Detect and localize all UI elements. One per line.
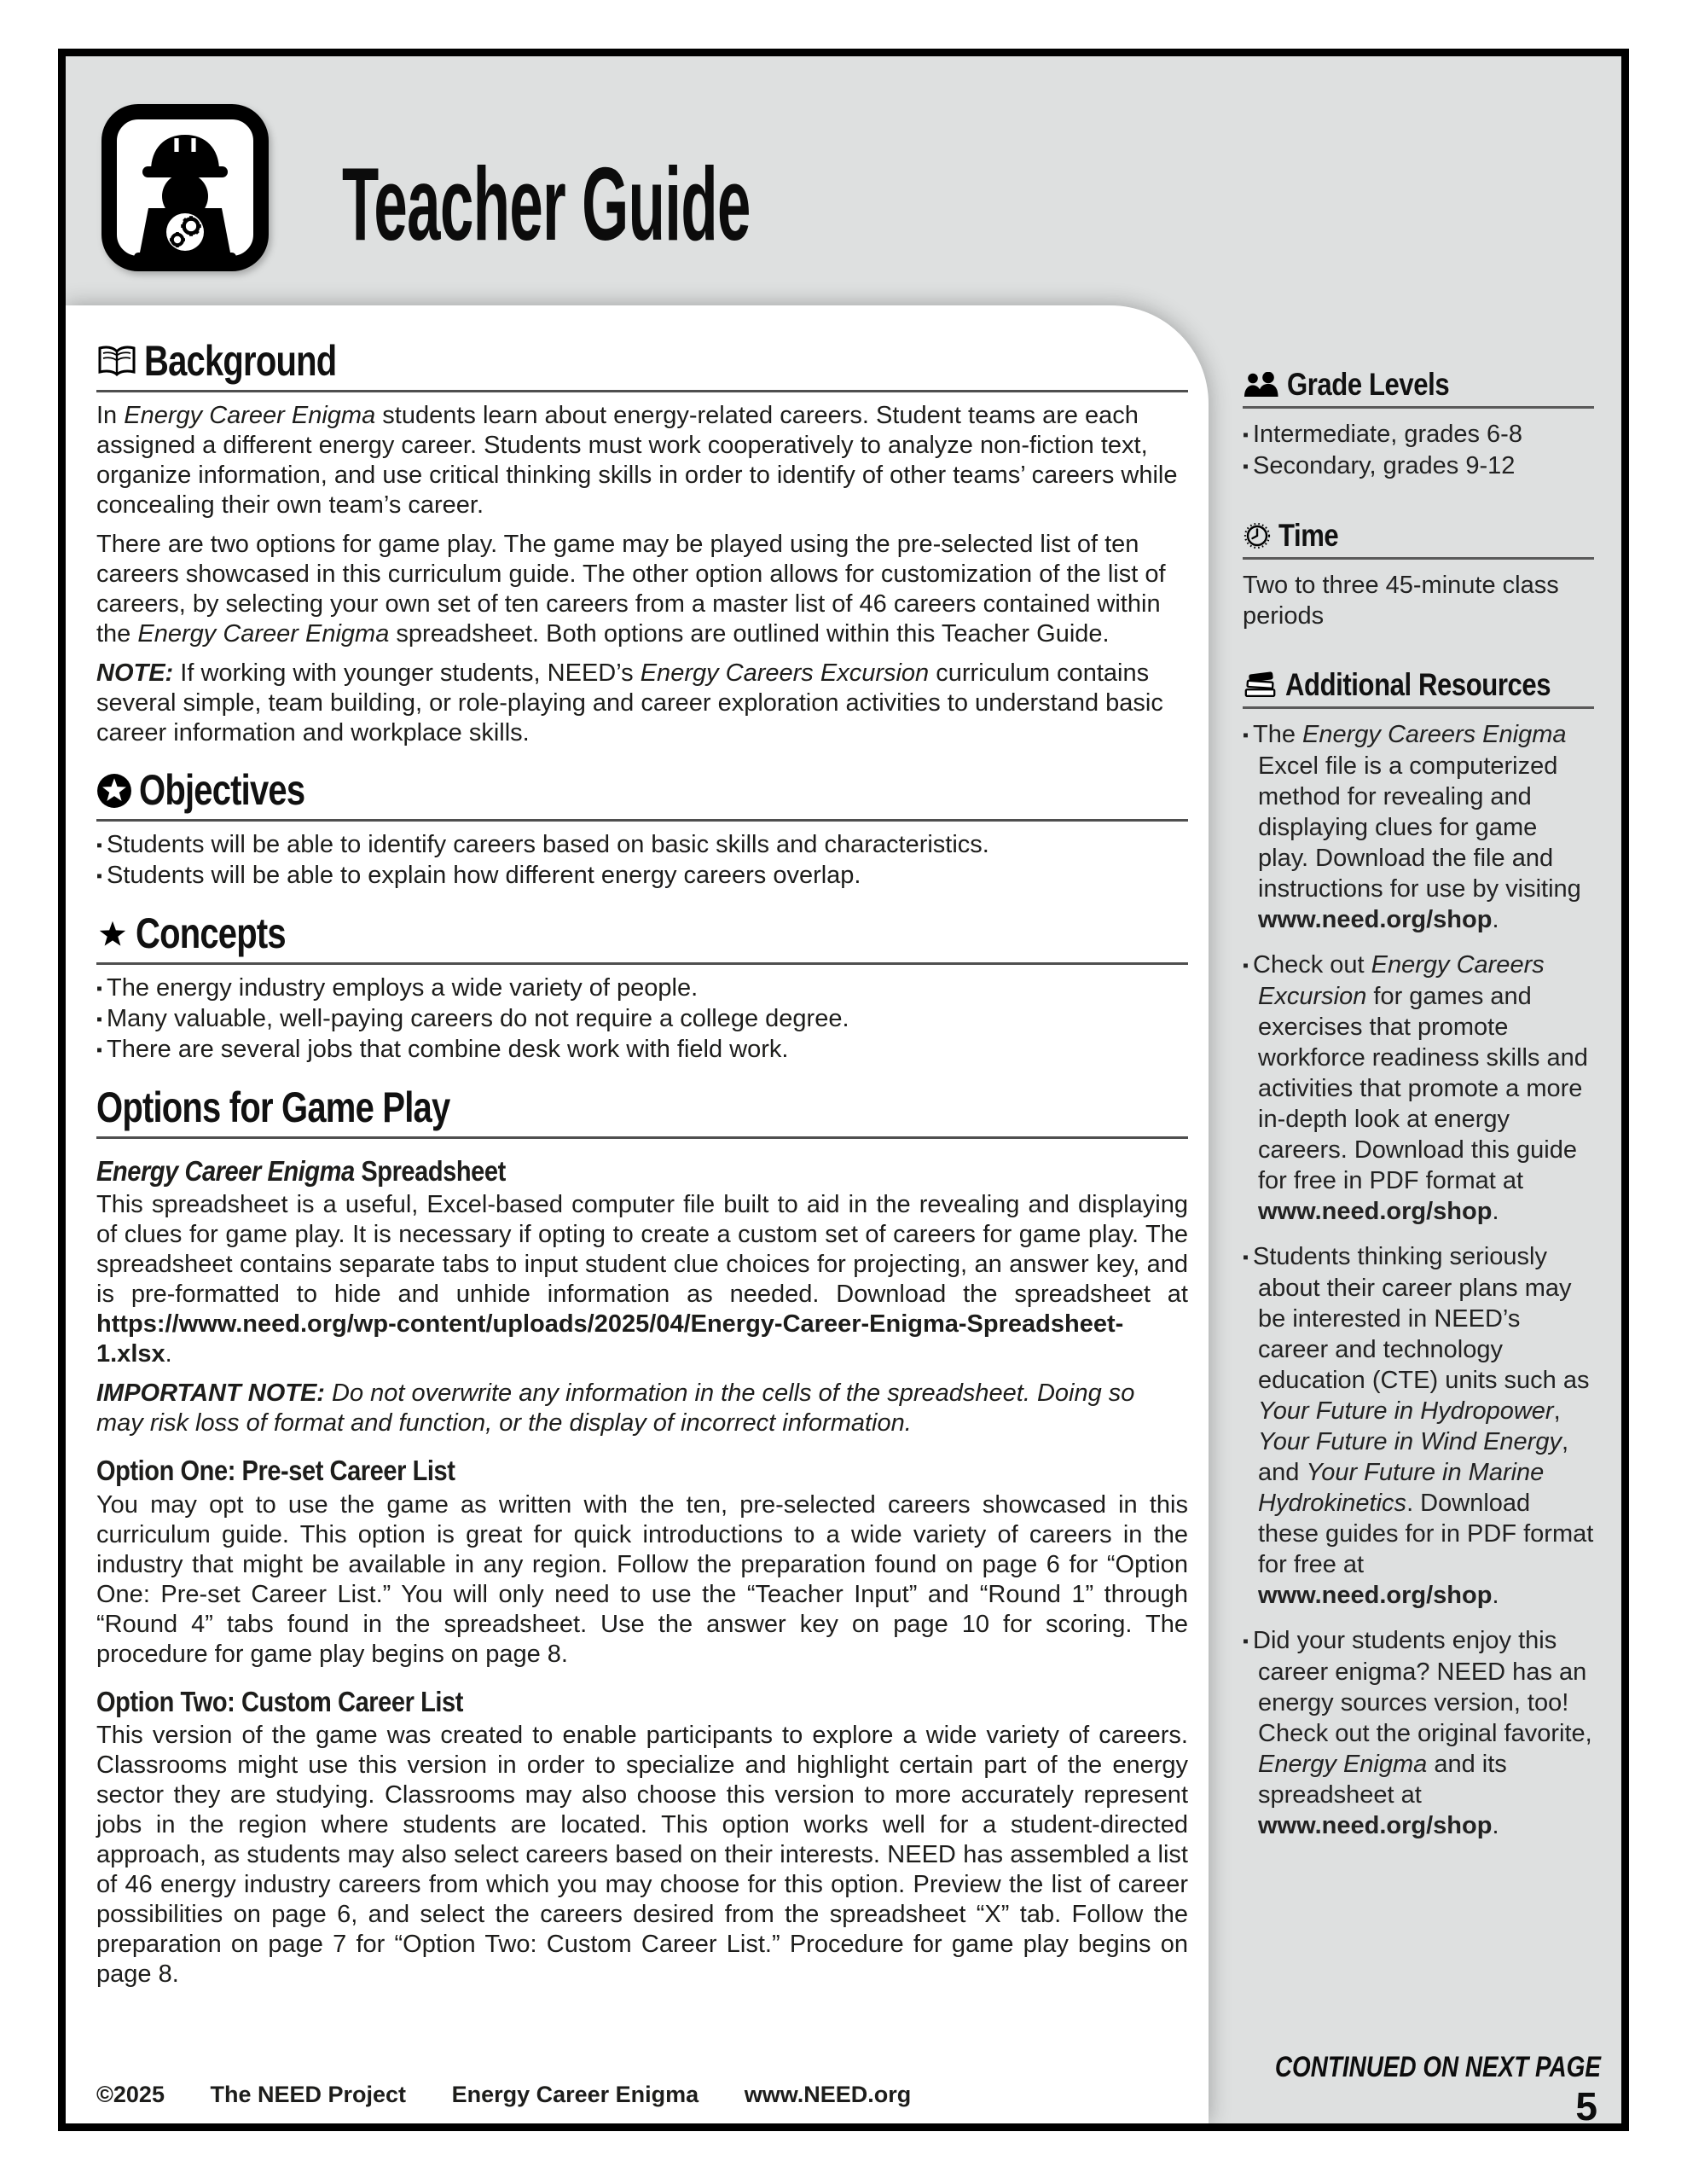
sidebar-grade-levels	[1243, 369, 1594, 482]
resource-item	[1243, 950, 1594, 1227]
option-one-subheading: Option One: Pre-set Career List	[96, 1455, 455, 1487]
text-segment: There are two options for game play. The game may be played using the pre-selected list of ten careers showcased in this curriculum guide. The other option allows for customization of the list of careers, by selecting your own set of ten careers from a master list of 46 careers contained within the	[96, 531, 1166, 648]
text-segment: Check out	[1253, 951, 1371, 979]
open-book-icon	[96, 345, 137, 379]
worker-at-laptop-icon	[100, 102, 270, 273]
background-heading: Background	[144, 337, 337, 385]
footer	[96, 2080, 911, 2110]
sidebar	[1209, 56, 1621, 2129]
time-heading: Time	[1278, 518, 1339, 553]
link[interactable]: www.need.org/shop	[1258, 1812, 1493, 1839]
text-segment: Your Future in Marine Hydrokinetics	[1258, 1459, 1545, 1517]
star-icon	[96, 918, 129, 950]
text-segment: This version of the game was created to enable participants to explore a wide variety of careers. Classrooms might use this version in order to specialize and highlight certain part of the energy sector they are studying. Classrooms may also choose this version to more accurately represent jobs in the region where students are located. This option works well for a student-directed approach, as students may also select careers based on their interests. NEED has assembled a list of 46 energy industry careers from which you may choose for this option. Preview the list of career possibilities on page 6, and select the careers desired from the spreadsheet “X” tab. Follow the preparation on page 7 for “Option Two: Custom Career List.” Procedure for game play begins on page 8.	[96, 1721, 1188, 1988]
footer-org: The NEED Project	[210, 2082, 407, 2107]
footer-copyright: ©2025	[96, 2082, 165, 2107]
objective-item: ▪ Students will be able to explain how different energy careers overlap.	[96, 861, 1188, 892]
time-text: Two to three 45-minute class periods	[1243, 572, 1559, 630]
time-heading-row	[1243, 520, 1594, 560]
text-segment: .	[1492, 1198, 1499, 1225]
background-heading-row	[96, 337, 1188, 392]
book-stack-icon	[1243, 671, 1278, 699]
background-para-1	[96, 401, 1188, 520]
text-segment: Spreadsheet	[354, 1155, 506, 1187]
section-concepts	[96, 909, 1188, 1066]
content-card	[66, 305, 1209, 2123]
text-segment: If working with younger students, NEED’s	[173, 659, 641, 687]
sidebar-additional-resources	[1243, 669, 1594, 1841]
text-segment: students learn about energy-related careers. Student teams are each assigned a different energy career. Students must work cooperatively to analyze non-fiction text, organize information, and use critical thinking skills in order to identify of other teams’ careers while concealing their own team’s career.	[96, 402, 1178, 519]
text-segment: Students thinking seriously about their career plans may be interested in NEED’s career and technology education (CTE) units such as	[1253, 1243, 1590, 1394]
text-segment: Energy Career Enigma	[124, 402, 376, 429]
objective-item: ▪ Students will be able to identify careers based on basic skills and characteristics.	[96, 830, 1188, 861]
grade-levels-heading: Grade Levels	[1287, 367, 1450, 402]
section-objectives	[96, 766, 1188, 892]
background-note	[96, 659, 1188, 748]
text-segment: IMPORTANT NOTE:	[96, 1380, 325, 1408]
concept-item: ▪ Many valuable, well-paying careers do not require a college degree.	[96, 1004, 1188, 1035]
text-segment: .	[1492, 906, 1499, 933]
resource-item	[1243, 1241, 1594, 1611]
page-frame	[58, 49, 1629, 2131]
options-heading-row	[96, 1083, 1188, 1139]
grade-level-item: ▪ Intermediate, grades 6-8	[1243, 419, 1594, 450]
text-segment: Energy Enigma	[1258, 1751, 1428, 1778]
option-two-subheading: Option Two: Custom Career List	[96, 1685, 463, 1717]
text-segment: , and	[1258, 1428, 1569, 1486]
link[interactable]: www.need.org/shop	[1258, 906, 1493, 933]
text-segment: Did your students enjoy this career enigma? NEED has an energy sources version, too! Check out the original favorite,	[1253, 1627, 1592, 1747]
text-segment: This spreadsheet is a useful, Excel-based computer file built to aid in the revealing and displaying of clues for game play. It is necessary if opting to create a custom set of careers for game play. The spreadsheet contains separate tabs to input student clue choices for projecting, an answer key, and is pre-formatted to hide and unhide information as needed. Download the spreadsheet at	[96, 1191, 1188, 1309]
grade-levels-list	[1243, 419, 1594, 482]
text-segment: NOTE:	[96, 659, 174, 687]
clock-icon	[1243, 521, 1272, 550]
grade-levels-heading-row	[1243, 369, 1594, 409]
text-segment: curriculum contains several simple, team building, or role-playing and career exploration activities to understand basic career information and workplace skills.	[96, 659, 1163, 746]
page-number: 5	[1575, 2084, 1597, 2129]
objectives-list	[96, 830, 1188, 892]
spreadsheet-subheading	[96, 1156, 1188, 1187]
text-segment: Excel file is a computerized method for revealing and displaying clues for game play. Download the file and instructions for use by visiting	[1258, 752, 1581, 903]
section-background	[96, 337, 1188, 748]
text-segment: .	[1492, 1812, 1499, 1839]
resource-item	[1243, 1625, 1594, 1841]
text-segment: Energy Careers Excursion	[640, 659, 930, 687]
concepts-heading: Concepts	[136, 909, 286, 957]
text-segment: Your Future in Hydropower	[1258, 1397, 1554, 1425]
option-one-para	[96, 1490, 1188, 1670]
link[interactable]: www.need.org/shop	[1258, 1582, 1493, 1609]
text-segment: ,	[1553, 1397, 1561, 1425]
concepts-list	[96, 973, 1188, 1066]
option-two-para	[96, 1721, 1188, 1989]
resource-item	[1243, 719, 1594, 935]
text-segment: Energy Career Enigma	[137, 620, 390, 648]
additional-resources-heading-row	[1243, 669, 1594, 709]
text-segment: Do not overwrite any information in the cells of the spreadsheet. Doing so may risk loss of format and function, or the display of incorrect information.	[96, 1380, 1135, 1438]
additional-resources-heading: Additional Resources	[1285, 667, 1551, 702]
star-in-circle-icon	[96, 773, 132, 809]
text-segment: Your Future in Wind Energy	[1258, 1428, 1562, 1455]
grade-level-item: ▪ Secondary, grades 9-12	[1243, 450, 1594, 482]
sidebar-time	[1243, 520, 1594, 631]
text-segment: Energy Career Enigma	[96, 1155, 355, 1187]
footer-product: Energy Career Enigma	[451, 2082, 699, 2107]
text-segment: for games and exercises that promote workforce readiness skills and activities that promote a more in-depth look at energy careers. Download this guide for free in PDF format at	[1258, 983, 1588, 1194]
text-segment: In	[96, 402, 125, 429]
objectives-heading-row	[96, 766, 1188, 822]
background-para-2	[96, 530, 1188, 649]
options-heading: Options for Game Play	[96, 1083, 450, 1131]
text-segment: .	[1492, 1582, 1499, 1609]
footer-site: www.NEED.org	[744, 2082, 912, 2107]
concept-item: ▪ There are several jobs that combine desk work with field work.	[96, 1035, 1188, 1066]
link[interactable]: https://www.need.org/wp-content/uploads/2025/04/Energy-Career-Enigma-Spreadsheet-1.xlsx	[96, 1310, 1124, 1368]
spreadsheet-para	[96, 1190, 1188, 1369]
text-segment: You may opt to use the game as written with the ten, pre-selected careers showcased in this curriculum guide. This option is great for quick introductions to a wide variety of careers in the industry that might be available in any region. Follow the preparation found on page 6 for “Option One: Pre-set Career List.” You will only need to use the “Teacher Input” and “Round 1” through “Round 4” tabs found in the spreadsheet. Use the answer key on page 10 for scoring. The procedure for game play begins on page 8.	[96, 1490, 1188, 1668]
objectives-heading: Objectives	[139, 766, 305, 814]
text-segment: Energy Careers Excursion	[1258, 951, 1545, 1010]
concepts-heading-row	[96, 909, 1188, 965]
link[interactable]: www.need.org/shop	[1258, 1198, 1493, 1225]
text-segment: .	[165, 1340, 172, 1368]
page-title: Teacher Guide	[342, 146, 751, 262]
text-segment: . Download these guides for in PDF format for free at	[1258, 1490, 1594, 1578]
important-note	[96, 1379, 1188, 1438]
people-icon	[1243, 372, 1280, 398]
concept-item: ▪ The energy industry employs a wide variety of people.	[96, 973, 1188, 1004]
text-segment: spreadsheet. Both options are outlined within this Teacher Guide.	[389, 620, 1110, 648]
text-segment: The	[1253, 721, 1303, 748]
continued-on-next-page-label: CONTINUED ON NEXT PAGE	[1274, 2051, 1601, 2083]
text-segment: and its spreadsheet at	[1258, 1751, 1507, 1809]
section-options-for-game-play	[96, 1083, 1188, 1989]
text-segment: Energy Careers Enigma	[1302, 721, 1567, 748]
